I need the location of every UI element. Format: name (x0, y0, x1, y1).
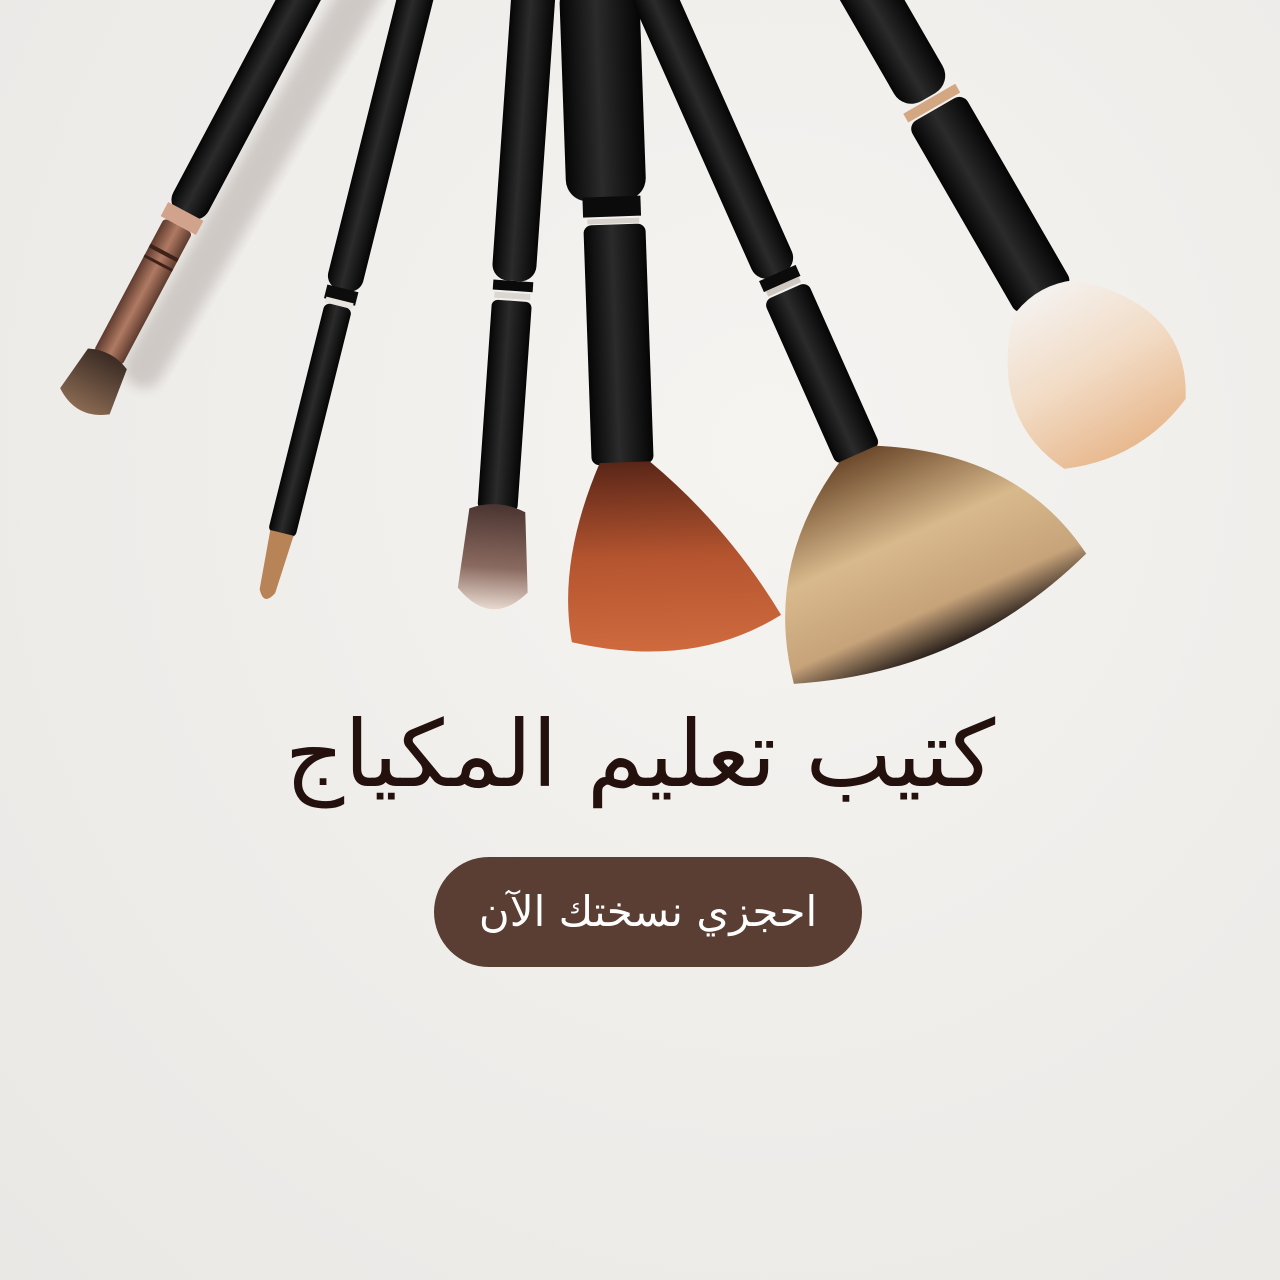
blush-brush-icon (546, 0, 782, 655)
page-title: كتيب تعليم المكياج (284, 701, 996, 808)
blending-brush-icon (456, 0, 570, 612)
reserve-copy-button[interactable]: احجزي نسختك الآن (434, 857, 862, 967)
lip-brush-icon (248, 0, 440, 603)
